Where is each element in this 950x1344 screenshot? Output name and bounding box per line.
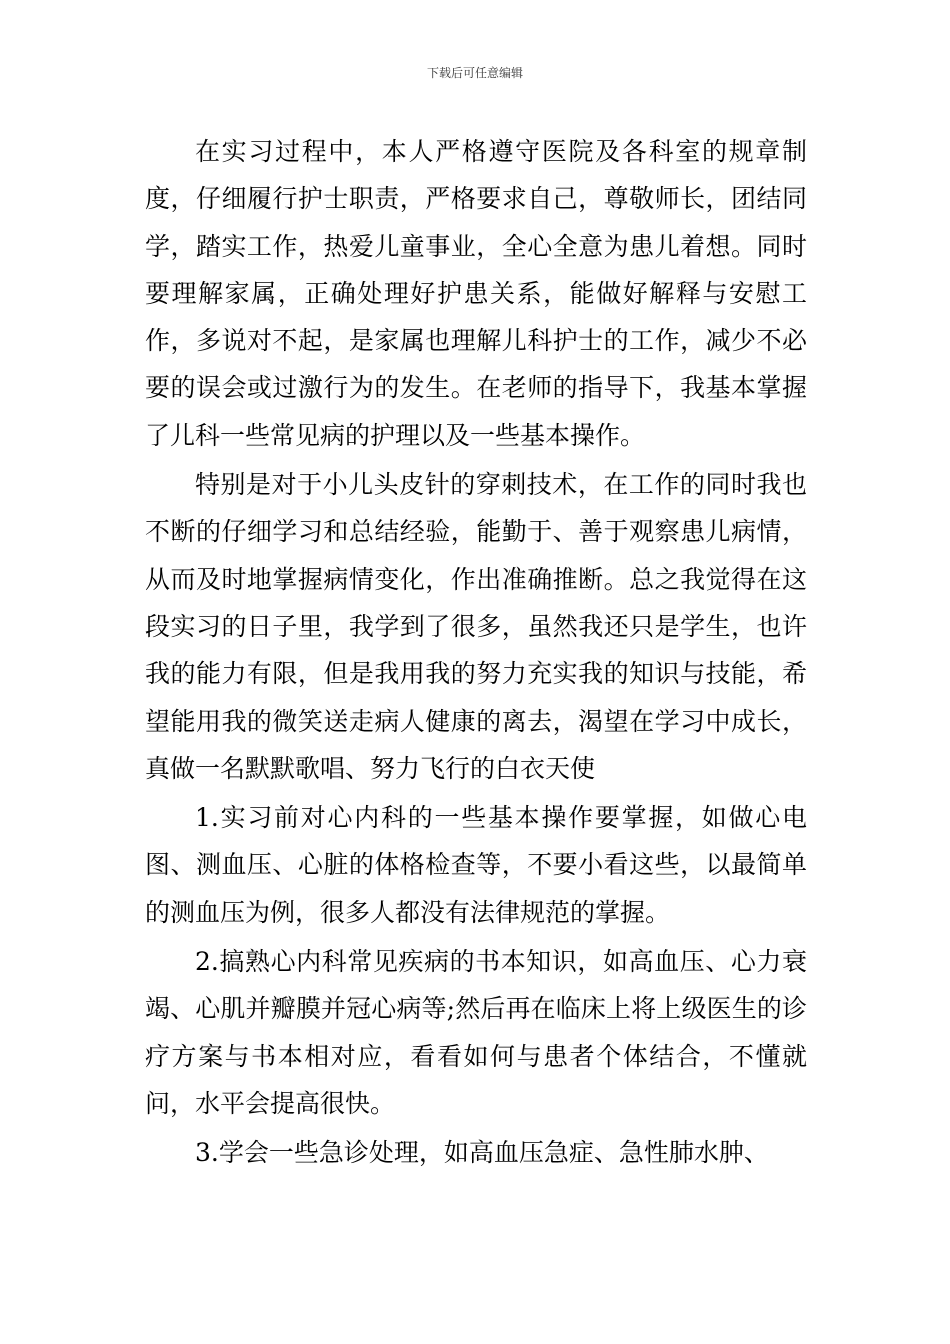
document-body xyxy=(145,128,807,1179)
paragraph-item-3-emergency-handling: 3.学会一些急诊处理，如高血压急症、急性肺水肿、 xyxy=(195,1138,769,1168)
paragraph-scalp-needle-skills: 特别是对于小儿头皮针的穿刺技术，在工作的同时我也不断的仔细学习和总结经验，能勤于、善于观察患儿病情，从而及时地掌握病情变化，作出准确推断。总之我觉得在这段实习的日子里，我学到了很多，虽然我还只是学生，也许我的能力有限，但是我用我的努力充实我的知识与技能，希望能用我的微笑送走病人健康的离去，渴望在学习中成长，真做一名默默歌唱、努力飞行的白衣天使 xyxy=(145,470,807,783)
paragraph-internship-conduct: 在实习过程中，本人严格遵守医院及各科室的规章制度，仔细履行护士职责，严格要求自己，尊敬师长，团结同学，踏实工作，热爱儿童事业，全心全意为患儿着想。同时要理解家属，正确处理好护患关系，能做好解释与安慰工作，多说对不起，是家属也理解儿科护士的工作，减少不必要的误会或过激行为的发生。在老师的指导下，我基本掌握了儿科一些常见病的护理以及一些基本操作。 xyxy=(145,137,807,450)
page-header: 下载后可任意编辑 xyxy=(426,66,523,80)
paragraph-item-2-common-diseases: 2.搞熟心内科常见疾病的书本知识，如高血压、心力衰竭、心肌并瓣膜并冠心病等;然后再在临床上将上级医生的诊疗方案与书本相对应，看看如何与患者个体结合，不懂就问，水平会提高很快。 xyxy=(145,947,807,1118)
paragraph-item-1-basic-operations: 1.实习前对心内科的一些基本操作要掌握，如做心电图、测血压、心脏的体格检查等，不要小看这些，以最简单的测血压为例，很多人都没有法律规范的掌握。 xyxy=(145,803,807,927)
